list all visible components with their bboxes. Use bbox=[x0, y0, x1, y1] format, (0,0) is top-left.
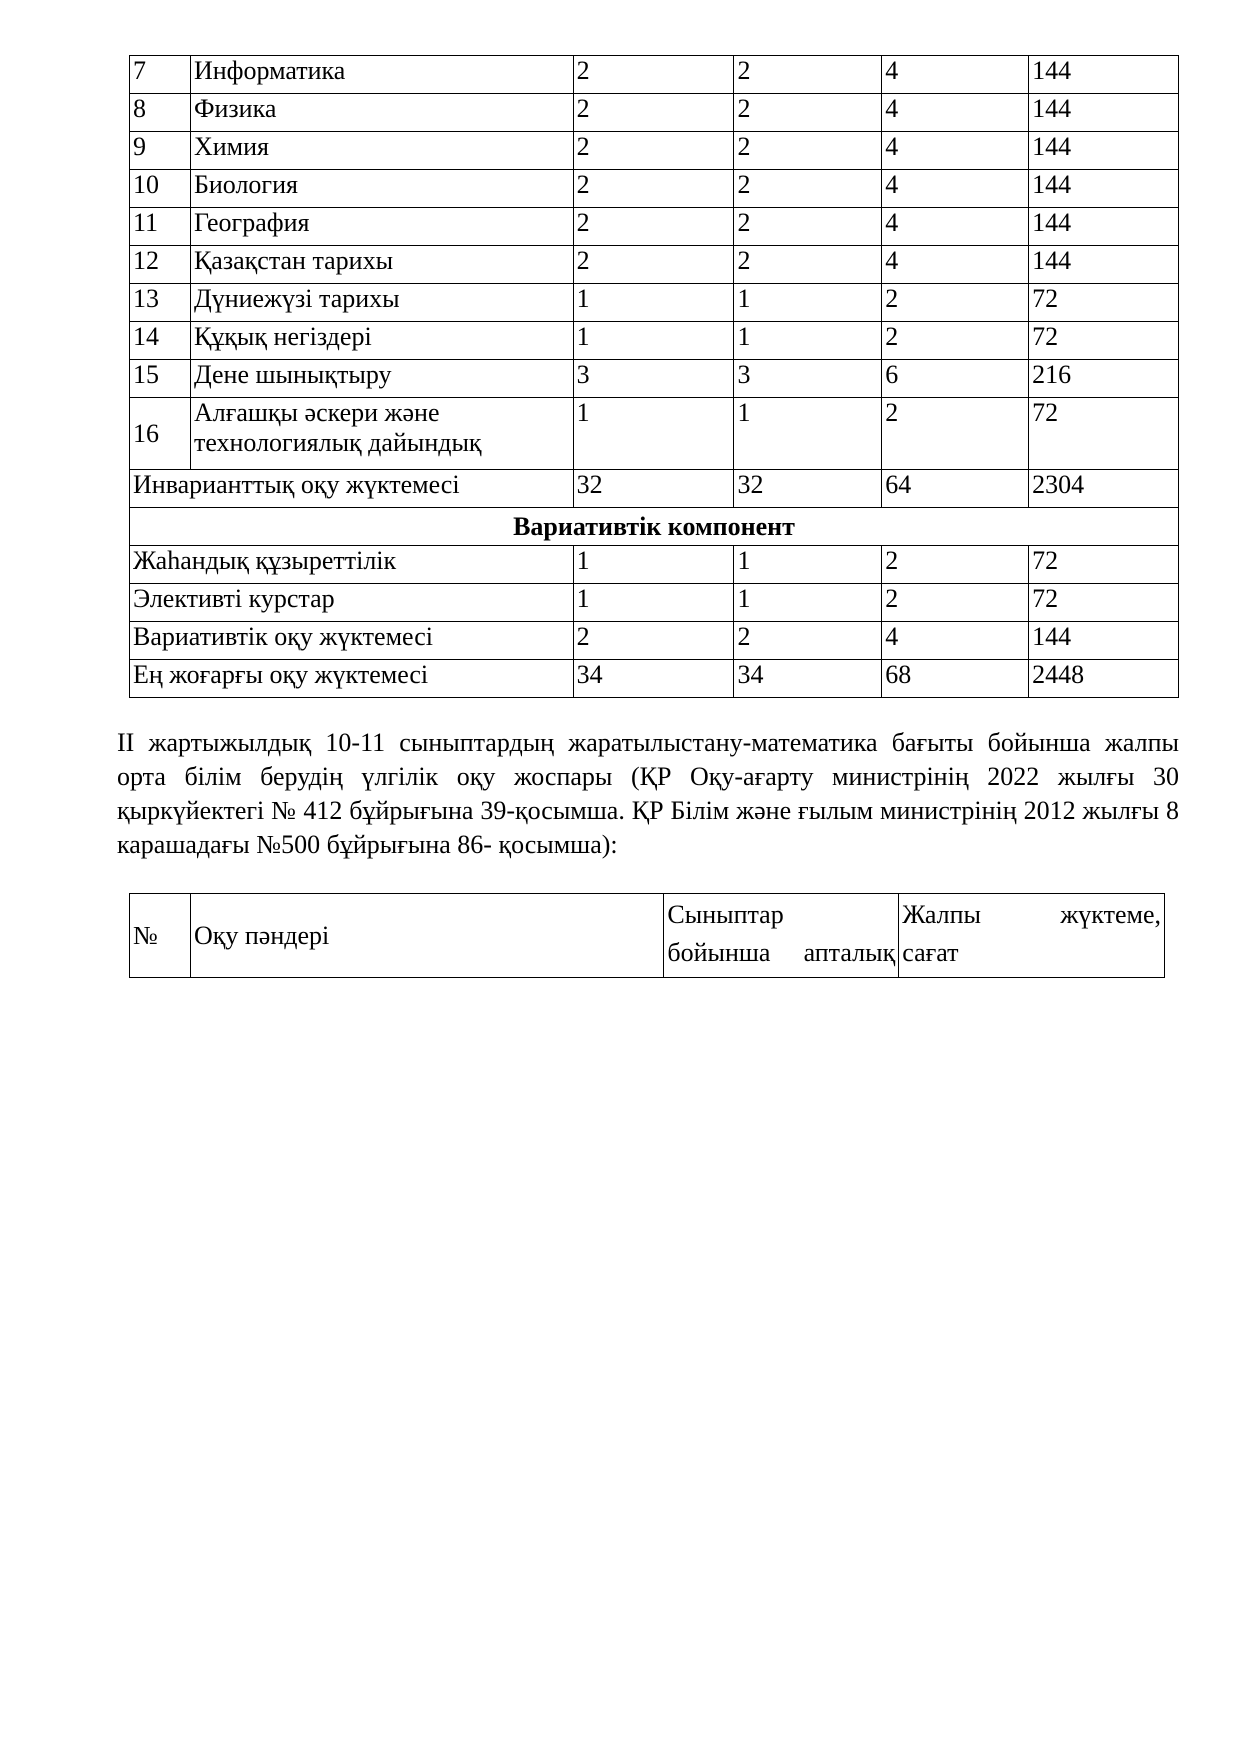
subject-name bbox=[190, 398, 573, 470]
row-number: 11 bbox=[130, 208, 191, 246]
row-label: Жаһандық құзыреттілік bbox=[130, 546, 574, 584]
grade11-hours: 2 bbox=[734, 56, 882, 94]
grade11-hours: 32 bbox=[734, 470, 882, 508]
grade10-hours: 1 bbox=[573, 284, 734, 322]
subject-name: Биология bbox=[190, 170, 573, 208]
total-label: Вариативтік оқу жүктемесі bbox=[130, 622, 574, 660]
grade10-hours: 1 bbox=[573, 546, 734, 584]
grade11-hours: 1 bbox=[734, 584, 882, 622]
annual-hours: 144 bbox=[1029, 246, 1179, 284]
grade11-hours: 3 bbox=[734, 360, 882, 398]
annual-hours: 2448 bbox=[1029, 660, 1179, 698]
table-row bbox=[130, 584, 1179, 622]
annual-hours: 72 bbox=[1029, 398, 1179, 470]
grade10-hours: 2 bbox=[573, 246, 734, 284]
variative-heading: Вариативтік компонент bbox=[130, 508, 1179, 546]
row-number: 10 bbox=[130, 170, 191, 208]
row-label: Элективті курстар bbox=[130, 584, 574, 622]
weekly-total: 2 bbox=[882, 546, 1029, 584]
subject-name: Құқық негіздері bbox=[190, 322, 573, 360]
subject-name: Физика bbox=[190, 94, 573, 132]
intro-paragraph: ІІ жартыжылдық 10-11 сыныптардың жаратылыстану-математика бағыты бойынша жалпы орта білім берудің үлгілік оқу жоспары (ҚР Оқу-ағарту министрінің 2022 жылғы 30 қыркүйектегі № 412 бұйрығына 39-қосымша. ҚР Білім және ғылым министрінің 2012 жылғы 8 карашадағы №500 бұйрығына 86- қосымша): bbox=[117, 728, 1179, 859]
weekly-total: 6 bbox=[882, 360, 1029, 398]
weekly-total: 64 bbox=[882, 470, 1029, 508]
section-heading-row bbox=[130, 508, 1179, 546]
row-number: 16 bbox=[130, 398, 191, 470]
subject-name: Информатика bbox=[190, 56, 573, 94]
table-row bbox=[130, 322, 1179, 360]
table-row bbox=[130, 56, 1179, 94]
grade10-hours: 2 bbox=[573, 132, 734, 170]
annual-hours: 72 bbox=[1029, 322, 1179, 360]
weekly-total: 4 bbox=[882, 170, 1029, 208]
table-row bbox=[130, 94, 1179, 132]
grade11-hours: 1 bbox=[734, 398, 882, 470]
row-number: 8 bbox=[130, 94, 191, 132]
weekly-total: 2 bbox=[882, 284, 1029, 322]
annual-hours: 144 bbox=[1029, 94, 1179, 132]
grade10-hours: 3 bbox=[573, 360, 734, 398]
table-row bbox=[130, 284, 1179, 322]
weekly-total: 2 bbox=[882, 584, 1029, 622]
weekly-header-line: бойынша апталық bbox=[667, 938, 896, 967]
annual-hours: 144 bbox=[1029, 132, 1179, 170]
annual-hours: 144 bbox=[1029, 622, 1179, 660]
annual-hours: 72 bbox=[1029, 546, 1179, 584]
weekly-total: 4 bbox=[882, 208, 1029, 246]
subject-name: Дене шынықтыру bbox=[190, 360, 573, 398]
grade11-hours: 2 bbox=[734, 94, 882, 132]
weekly-total: 68 bbox=[882, 660, 1029, 698]
table-row bbox=[130, 132, 1179, 170]
weekly-total: 4 bbox=[882, 622, 1029, 660]
totals-group bbox=[130, 622, 1179, 698]
subject-name: Қазақстан тарихы bbox=[190, 246, 573, 284]
row-number: 13 bbox=[130, 284, 191, 322]
row-number: 14 bbox=[130, 322, 191, 360]
subject-name-line: Алғашқы әскери және bbox=[193, 398, 440, 427]
grade10-hours: 1 bbox=[573, 584, 734, 622]
invariant-total-row bbox=[130, 470, 1179, 508]
grade10-hours: 32 bbox=[573, 470, 734, 508]
tall-row-group bbox=[130, 398, 1179, 546]
grade11-hours: 2 bbox=[734, 170, 882, 208]
grade10-hours: 2 bbox=[573, 622, 734, 660]
grade11-hours: 1 bbox=[734, 546, 882, 584]
annual-hours: 144 bbox=[1029, 170, 1179, 208]
subject-name: Химия bbox=[190, 132, 573, 170]
annual-hours: 2304 bbox=[1029, 470, 1179, 508]
subject-rows bbox=[130, 56, 1179, 398]
subject-name: Дүниежүзі тарихы bbox=[190, 284, 573, 322]
table-row bbox=[130, 170, 1179, 208]
grade10-hours: 34 bbox=[573, 660, 734, 698]
total-header-line: Жалпы жүктеме, bbox=[902, 900, 1161, 929]
annual-hours: 72 bbox=[1029, 584, 1179, 622]
table-row bbox=[130, 360, 1179, 398]
number-column-header: № bbox=[130, 894, 191, 978]
table-row bbox=[130, 246, 1179, 284]
weekly-total: 4 bbox=[882, 132, 1029, 170]
grade10-hours: 1 bbox=[573, 322, 734, 360]
total-column-header bbox=[899, 894, 1165, 978]
max-total-row bbox=[130, 660, 1179, 698]
table-row bbox=[130, 398, 1179, 470]
grade11-hours: 1 bbox=[734, 322, 882, 360]
weekly-total: 2 bbox=[882, 322, 1029, 360]
annual-hours: 72 bbox=[1029, 284, 1179, 322]
weekly-column-header bbox=[664, 894, 899, 978]
row-number: 15 bbox=[130, 360, 191, 398]
grade10-hours: 2 bbox=[573, 94, 734, 132]
grade11-hours: 2 bbox=[734, 132, 882, 170]
row-number: 9 bbox=[130, 132, 191, 170]
weekly-total: 4 bbox=[882, 56, 1029, 94]
weekly-header-line: Сыныптар bbox=[667, 900, 784, 929]
annual-hours: 216 bbox=[1029, 360, 1179, 398]
grade10-hours: 2 bbox=[573, 208, 734, 246]
grade11-hours: 34 bbox=[734, 660, 882, 698]
curriculum-table bbox=[129, 55, 1179, 698]
weekly-total: 4 bbox=[882, 246, 1029, 284]
table-header-row bbox=[130, 894, 1165, 978]
weekly-total: 4 bbox=[882, 94, 1029, 132]
total-label: Ең жоғарғы оқу жүктемесі bbox=[130, 660, 574, 698]
variative-total-row bbox=[130, 622, 1179, 660]
weekly-total: 2 bbox=[882, 398, 1029, 470]
total-header-line: сағат bbox=[902, 938, 959, 967]
subjects-column-header: Оқу пәндері bbox=[190, 894, 663, 978]
subject-name-line: технологиялық дайындық bbox=[193, 428, 482, 457]
grade10-hours: 2 bbox=[573, 56, 734, 94]
grade11-hours: 2 bbox=[734, 246, 882, 284]
grade11-hours: 2 bbox=[734, 622, 882, 660]
subject-name: География bbox=[190, 208, 573, 246]
annual-hours: 144 bbox=[1029, 56, 1179, 94]
total-label: Инварианттық оқу жүктемесі bbox=[130, 470, 574, 508]
curriculum-header-table bbox=[129, 893, 1165, 978]
grade10-hours: 2 bbox=[573, 170, 734, 208]
variative-rows bbox=[130, 546, 1179, 622]
grade11-hours: 2 bbox=[734, 208, 882, 246]
grade10-hours: 1 bbox=[573, 398, 734, 470]
grade11-hours: 1 bbox=[734, 284, 882, 322]
table-row bbox=[130, 546, 1179, 584]
row-number: 7 bbox=[130, 56, 191, 94]
annual-hours: 144 bbox=[1029, 208, 1179, 246]
row-number: 12 bbox=[130, 246, 191, 284]
table-row bbox=[130, 208, 1179, 246]
